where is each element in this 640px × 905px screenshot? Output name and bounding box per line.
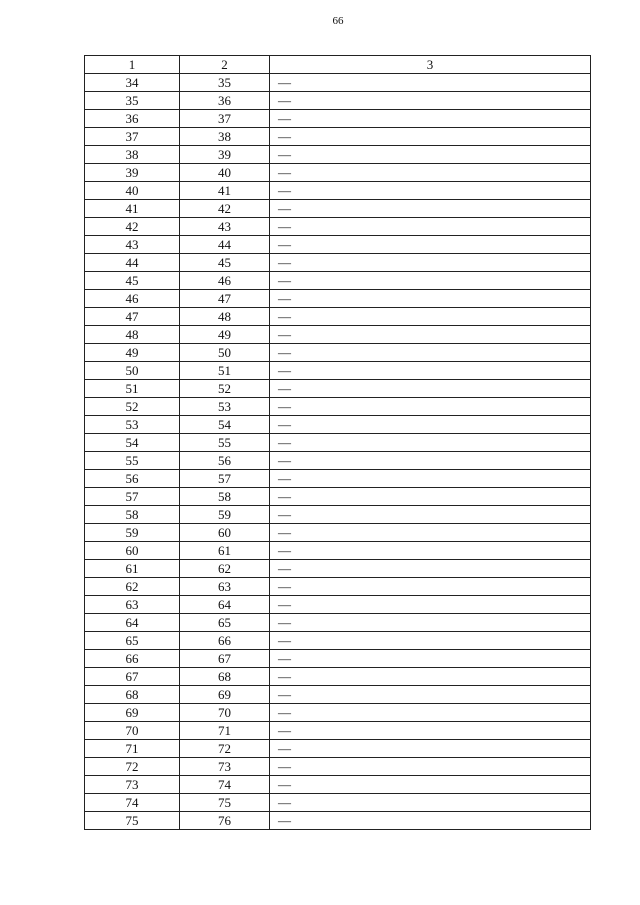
table-cell-col2: 42 [180,200,270,218]
table-cell-col1: 67 [85,668,180,686]
table-cell-col1: 72 [85,758,180,776]
table-cell-col2: 36 [180,92,270,110]
table-cell-col1: 50 [85,362,180,380]
table-cell-col3: — [270,686,591,704]
table-row [85,218,591,236]
table-row [85,650,591,668]
table-cell-col3: — [270,434,591,452]
table-row [85,326,591,344]
table-cell-col2: 74 [180,776,270,794]
table-cell-col3: — [270,380,591,398]
table-row [85,596,591,614]
table-cell-col2: 75 [180,794,270,812]
table-cell-col2: 59 [180,506,270,524]
table-row [85,668,591,686]
table-cell-col2: 43 [180,218,270,236]
table-cell-col3: — [270,470,591,488]
table-row [85,470,591,488]
table-cell-col1: 36 [85,110,180,128]
table-cell-col2: 45 [180,254,270,272]
table-row [85,794,591,812]
table-row [85,200,591,218]
table-cell-col3: — [270,740,591,758]
table-cell-col3: — [270,74,591,92]
table-cell-col2: 55 [180,434,270,452]
column-header-3: 3 [270,56,591,74]
table-cell-col3: — [270,704,591,722]
table-cell-col2: 54 [180,416,270,434]
table-row [85,380,591,398]
table-cell-col2: 38 [180,128,270,146]
table-cell-col3: — [270,506,591,524]
table-row [85,182,591,200]
table-cell-col2: 67 [180,650,270,668]
table-cell-col1: 44 [85,254,180,272]
table-row [85,254,591,272]
table-cell-col1: 66 [85,650,180,668]
table-cell-col2: 52 [180,380,270,398]
table-row [85,272,591,290]
table-row [85,632,591,650]
table-cell-col1: 56 [85,470,180,488]
table-row [85,542,591,560]
table-cell-col3: — [270,182,591,200]
page-number: 66 [332,15,344,27]
table-cell-col1: 71 [85,740,180,758]
table-row [85,110,591,128]
table-row [85,722,591,740]
table-row [85,704,591,722]
table-cell-col3: — [270,290,591,308]
table-cell-col3: — [270,326,591,344]
table-cell-col1: 38 [85,146,180,164]
column-header-2: 2 [180,56,270,74]
table-cell-col1: 46 [85,290,180,308]
table-cell-col3: — [270,722,591,740]
table-cell-col2: 41 [180,182,270,200]
table-cell-col3: — [270,578,591,596]
table-cell-col3: — [270,650,591,668]
table-cell-col1: 63 [85,596,180,614]
table-row [85,398,591,416]
table-cell-col1: 65 [85,632,180,650]
table-cell-col3: — [270,416,591,434]
table-cell-col2: 44 [180,236,270,254]
table-cell-col1: 73 [85,776,180,794]
table-cell-col1: 45 [85,272,180,290]
table-cell-col3: — [270,236,591,254]
table-row [85,308,591,326]
table-cell-col1: 57 [85,488,180,506]
table-cell-col3: — [270,164,591,182]
table-cell-col1: 70 [85,722,180,740]
table-cell-col3: — [270,596,591,614]
table-cell-col1: 34 [85,74,180,92]
table-cell-col3: — [270,254,591,272]
table-cell-col3: — [270,524,591,542]
table-cell-col2: 40 [180,164,270,182]
table-cell-col1: 37 [85,128,180,146]
table-cell-col3: — [270,560,591,578]
table-cell-col1: 49 [85,344,180,362]
table-cell-col1: 43 [85,236,180,254]
table-cell-col2: 63 [180,578,270,596]
table-row [85,128,591,146]
table-cell-col2: 66 [180,632,270,650]
table-cell-col1: 74 [85,794,180,812]
table-cell-col3: — [270,488,591,506]
table-cell-col2: 56 [180,452,270,470]
table-row [85,74,591,92]
table-cell-col3: — [270,758,591,776]
table-cell-col1: 52 [85,398,180,416]
table-cell-col3: — [270,308,591,326]
table-row [85,812,591,830]
table-cell-col2: 61 [180,542,270,560]
table-cell-col2: 58 [180,488,270,506]
table-cell-col1: 40 [85,182,180,200]
table-cell-col3: — [270,272,591,290]
table-cell-col1: 39 [85,164,180,182]
table-cell-col3: — [270,362,591,380]
table-cell-col2: 60 [180,524,270,542]
table-row [85,146,591,164]
table-row [85,506,591,524]
table-cell-col2: 64 [180,596,270,614]
table-row [85,434,591,452]
table-cell-col1: 55 [85,452,180,470]
table-row [85,452,591,470]
table-row [85,362,591,380]
table-row [85,614,591,632]
table-cell-col1: 58 [85,506,180,524]
table-cell-col3: — [270,614,591,632]
table-cell-col1: 75 [85,812,180,830]
header-row [85,56,591,74]
table-cell-col2: 37 [180,110,270,128]
table-row [85,776,591,794]
table-cell-col1: 42 [85,218,180,236]
table-cell-col1: 69 [85,704,180,722]
table-cell-col1: 64 [85,614,180,632]
column-header-1: 1 [85,56,180,74]
table-cell-col2: 35 [180,74,270,92]
table-cell-col1: 60 [85,542,180,560]
table-cell-col1: 68 [85,686,180,704]
table-row [85,488,591,506]
table-cell-col3: — [270,110,591,128]
table-cell-col3: — [270,452,591,470]
table-header [85,56,591,74]
table-cell-col1: 53 [85,416,180,434]
table-cell-col3: — [270,200,591,218]
table-cell-col1: 35 [85,92,180,110]
table-cell-col3: — [270,146,591,164]
table-cell-col2: 49 [180,326,270,344]
table-row [85,92,591,110]
table-cell-col3: — [270,218,591,236]
table-cell-col1: 59 [85,524,180,542]
table-cell-col2: 70 [180,704,270,722]
table-cell-col1: 61 [85,560,180,578]
table-cell-col3: — [270,632,591,650]
table-row [85,416,591,434]
table-row [85,560,591,578]
table-row [85,686,591,704]
table-cell-col2: 72 [180,740,270,758]
table-cell-col2: 76 [180,812,270,830]
table-cell-col2: 68 [180,668,270,686]
table-body [85,74,591,830]
table-cell-col2: 62 [180,560,270,578]
data-table [84,55,591,830]
table-row [85,164,591,182]
table-cell-col2: 48 [180,308,270,326]
table-cell-col1: 54 [85,434,180,452]
table-row [85,524,591,542]
table-row [85,290,591,308]
table-cell-col3: — [270,812,591,830]
table-cell-col3: — [270,776,591,794]
table-cell-col2: 50 [180,344,270,362]
table-cell-col2: 51 [180,362,270,380]
table-cell-col2: 47 [180,290,270,308]
table-cell-col3: — [270,92,591,110]
table-cell-col1: 51 [85,380,180,398]
table-row [85,740,591,758]
table-row [85,236,591,254]
table-cell-col2: 69 [180,686,270,704]
table-cell-col2: 73 [180,758,270,776]
table-row [85,344,591,362]
table-cell-col3: — [270,668,591,686]
table-cell-col3: — [270,794,591,812]
table-cell-col2: 71 [180,722,270,740]
table-cell-col1: 47 [85,308,180,326]
table-cell-col3: — [270,128,591,146]
table-cell-col1: 48 [85,326,180,344]
table-cell-col2: 53 [180,398,270,416]
table-cell-col2: 57 [180,470,270,488]
table-cell-col2: 46 [180,272,270,290]
table-row [85,578,591,596]
table-cell-col3: — [270,344,591,362]
table-cell-col1: 41 [85,200,180,218]
table-cell-col2: 39 [180,146,270,164]
table-cell-col3: — [270,398,591,416]
table-cell-col2: 65 [180,614,270,632]
table-row [85,758,591,776]
table-cell-col1: 62 [85,578,180,596]
table-cell-col3: — [270,542,591,560]
